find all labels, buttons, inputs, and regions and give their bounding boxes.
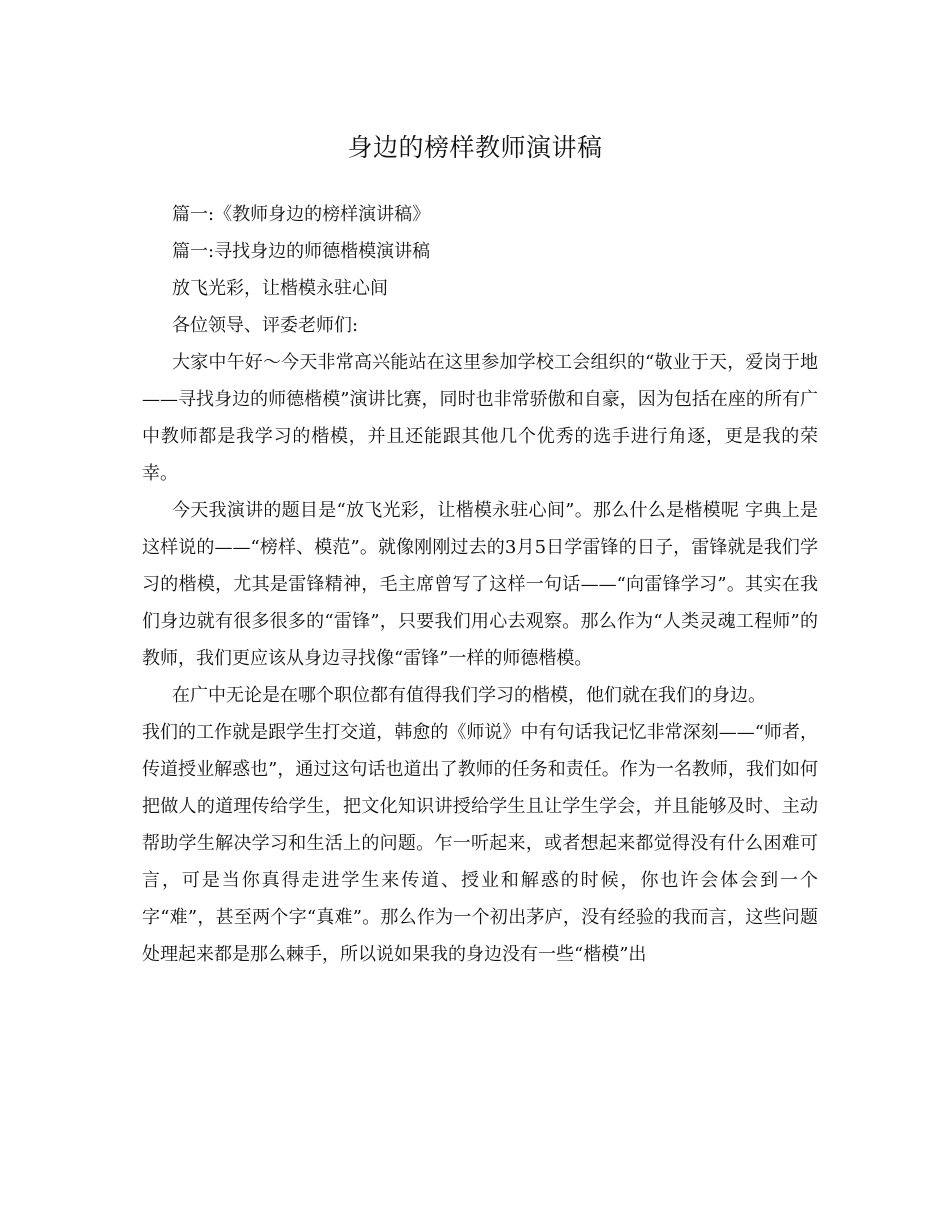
document-body <box>142 196 818 973</box>
paragraph: 篇一:《教师身边的榜样演讲稿》 <box>172 204 431 225</box>
paragraph: 大家中午好～今天非常高兴能站在这里参加学校工会组织的“敬业于天，爱岗于地——寻找身边的师德楷模”演讲比赛，同时也非常骄傲和自豪，因为包括在座的所有广中教师都是我学习的楷模，并且还能跟其他几个优秀的选手进行角逐，更是我的荣幸。 <box>142 352 818 484</box>
paragraph: 今天我演讲的题目是“放飞光彩，让楷模永驻心间”。那么什么是楷模呢 字典上是这样说的——“榜样、模范”。就像刚刚过去的3月5日学雷锋的日子，雷锋就是我们学习的楷模，尤其是雷锋精神，毛主席曾写了这样一句话——“向雷锋学习”。其实在我们身边就有很多很多的“雷锋”，只要我们用心去观察。那么作为“人类灵魂工程师”的教师，我们更应该从身边寻找像“雷锋”一样的师德楷模。 <box>142 500 818 669</box>
document-title: 身边的榜样教师演讲稿 <box>347 133 603 162</box>
paragraph: 在广中无论是在哪个职位都有值得我们学习的楷模，他们就在我们的身边。 <box>172 685 766 706</box>
paragraph: 各位领导、评委老师们: <box>172 315 359 336</box>
paragraph: 我们的工作就是跟学生打交道，韩愈的《师说》中有句话我记忆非常深刻——“师者，传道授业解惑也”，通过这句话也道出了教师的任务和责任。作为一名教师，我们如何把做人的道理传给学生，把文化知识讲授给学生且让学生学会，并且能够及时、主动帮助学生解决学习和生活上的问题。乍一听起来，或者想起来都觉得没有什么困难可言，可是当你真得走进学生来传道、授业和解惑的时候，你也许会体会到一个字“难”，甚至两个字“真难”。那么作为一个初出茅庐，没有经验的我而言，这些问题处理起来都是那么棘手，所以说如果我的身边没有一些“楷模”出 <box>142 722 818 965</box>
paragraph: 篇一:寻找身边的师德楷模演讲稿 <box>172 241 431 262</box>
paragraph: 放飞光彩，让楷模永驻心间 <box>172 278 388 299</box>
